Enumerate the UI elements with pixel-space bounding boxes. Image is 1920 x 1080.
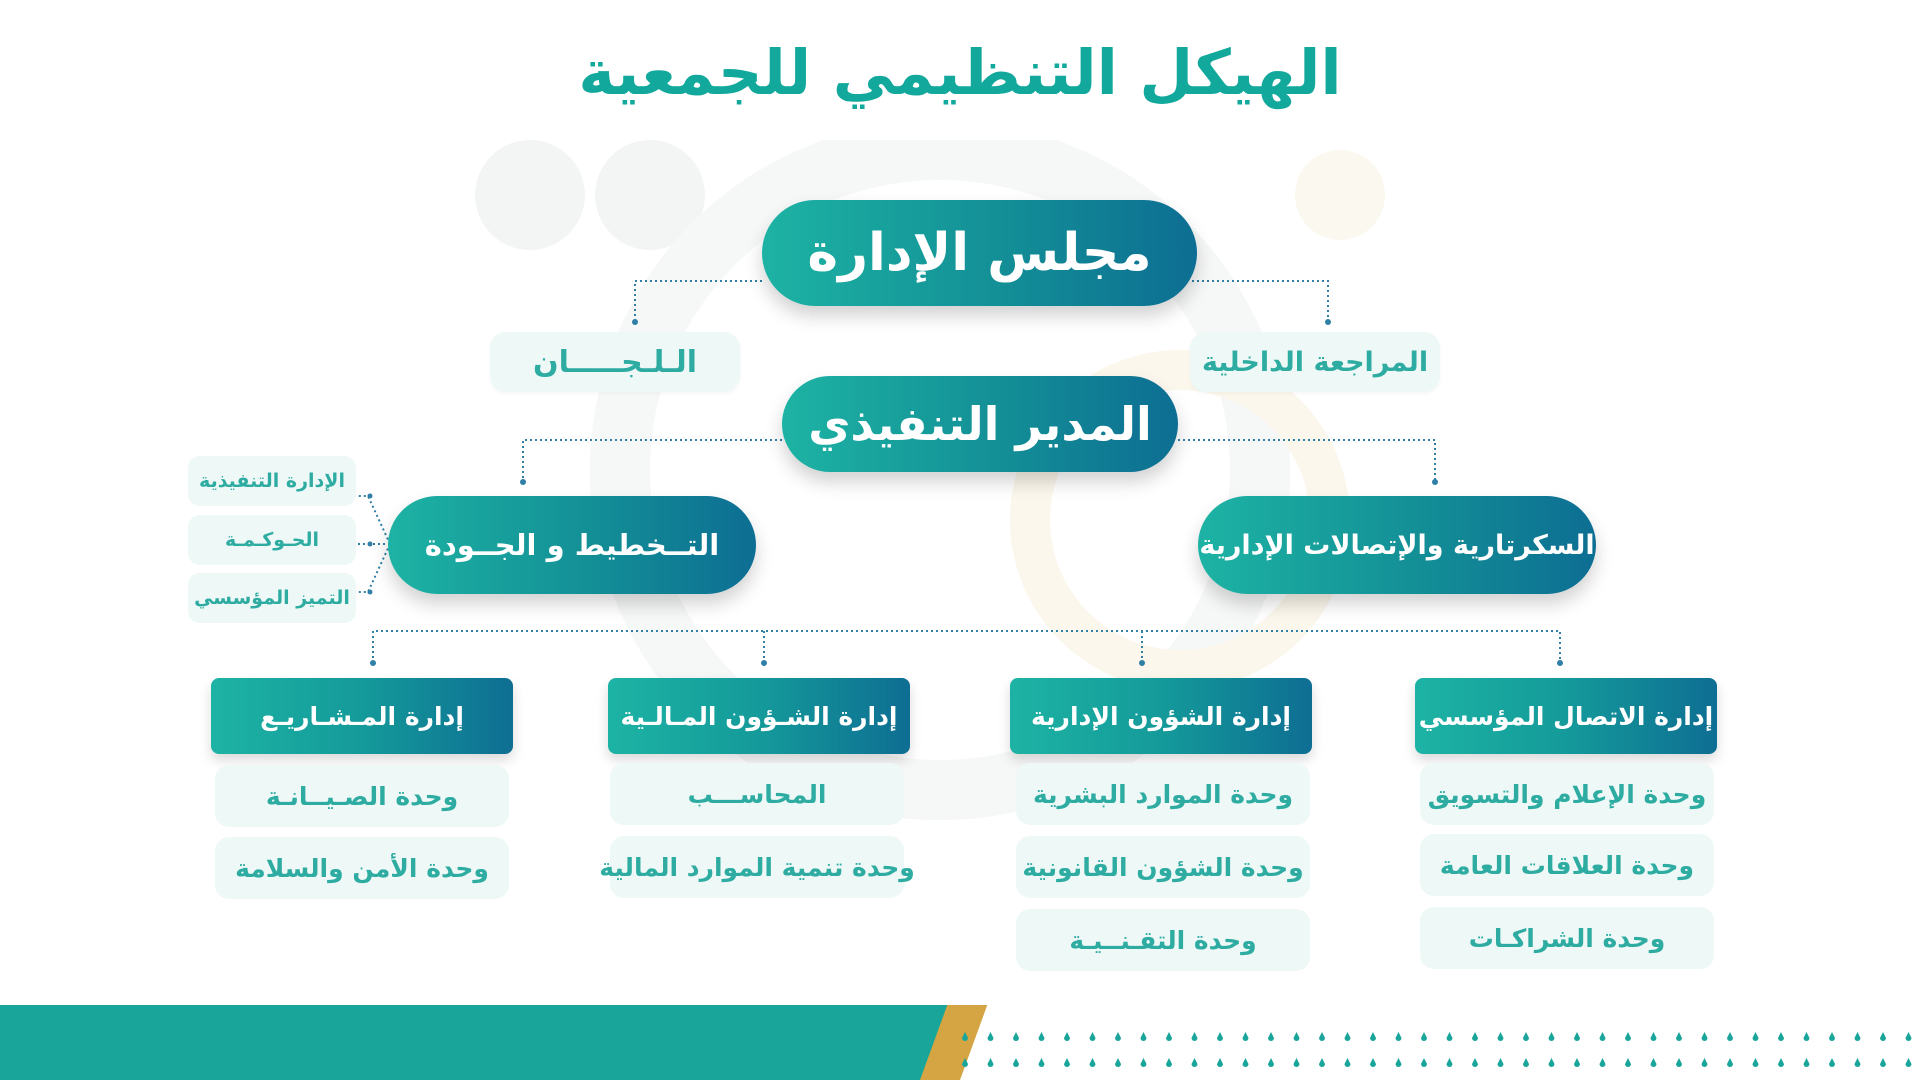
footer-drop xyxy=(1268,1058,1274,1067)
department-finance: إدارة الشـؤون المـالـية xyxy=(608,678,910,754)
footer-drop xyxy=(1600,1032,1606,1041)
secretariat-node: السكرتارية والإتصالات الإدارية xyxy=(1198,496,1596,594)
footer-drop xyxy=(1727,1058,1733,1067)
footer-drop xyxy=(1268,1032,1274,1041)
footer-drop xyxy=(1523,1058,1529,1067)
footer-drop xyxy=(1829,1058,1835,1067)
footer-drop xyxy=(1166,1032,1172,1041)
footer-drop xyxy=(1702,1032,1708,1041)
footer-drop xyxy=(1855,1032,1861,1041)
footer-drop xyxy=(1778,1032,1784,1041)
side-unit-governance: الحـوكـمـة xyxy=(188,515,356,565)
side-unit-executive-admin: الإدارة التنفيذية xyxy=(188,456,356,506)
internal-audit-node: المراجعة الداخلية xyxy=(1190,332,1440,392)
footer-drop xyxy=(1243,1058,1249,1067)
footer-drop xyxy=(1039,1032,1045,1041)
footer-drop xyxy=(962,1032,968,1041)
footer-drop xyxy=(1064,1032,1070,1041)
footer-drop xyxy=(1829,1032,1835,1041)
footer-drop xyxy=(988,1058,994,1067)
footer-drop xyxy=(962,1058,968,1067)
footer-drop xyxy=(1753,1032,1759,1041)
footer-band xyxy=(0,1005,960,1080)
footer-drop xyxy=(1600,1058,1606,1067)
footer-drop xyxy=(1115,1058,1121,1067)
unit-maintenance: وحدة الصـيــانـة xyxy=(215,765,509,827)
footer-drop xyxy=(1549,1058,1555,1067)
footer-drop xyxy=(1345,1032,1351,1041)
page-title: الهيكل التنظيمي للجمعية xyxy=(578,36,1342,109)
footer-drop xyxy=(1396,1058,1402,1067)
unit-media-marketing: وحدة الإعلام والتسويق xyxy=(1420,763,1714,825)
footer-drop xyxy=(1141,1032,1147,1041)
unit-public-relations: وحدة العلاقات العامة xyxy=(1420,834,1714,896)
footer-drop xyxy=(1651,1058,1657,1067)
footer-drop xyxy=(1880,1058,1886,1067)
board-of-directors-node: مجلس الإدارة xyxy=(762,200,1197,306)
side-unit-institutional-excellence: التميز المؤسسي xyxy=(188,573,356,623)
unit-financial-resources: وحدة تنمية الموارد المالية xyxy=(610,836,904,898)
footer-drop xyxy=(1039,1058,1045,1067)
footer-drop xyxy=(1472,1058,1478,1067)
footer-drop xyxy=(1702,1058,1708,1067)
footer-drop xyxy=(1804,1058,1810,1067)
footer-drop xyxy=(1217,1032,1223,1041)
footer-drop xyxy=(1013,1058,1019,1067)
footer-drop xyxy=(1217,1058,1223,1067)
footer-drop-pattern xyxy=(955,1020,1920,1080)
footer-drop xyxy=(1192,1032,1198,1041)
footer-drop xyxy=(1574,1032,1580,1041)
unit-legal-affairs: وحدة الشؤون القانونية xyxy=(1016,836,1310,898)
footer-drop xyxy=(1345,1058,1351,1067)
footer-drop xyxy=(1166,1058,1172,1067)
footer-drop xyxy=(1447,1032,1453,1041)
footer-drop xyxy=(1370,1032,1376,1041)
footer-drop xyxy=(1396,1032,1402,1041)
footer-drop xyxy=(1141,1058,1147,1067)
footer-drop xyxy=(1370,1058,1376,1067)
footer-drop xyxy=(1676,1058,1682,1067)
department-admin-affairs: إدارة الشؤون الإدارية xyxy=(1010,678,1312,754)
unit-accountant: المحاســـب xyxy=(610,763,904,825)
footer-drop xyxy=(988,1032,994,1041)
footer-drop xyxy=(1090,1058,1096,1067)
planning-quality-node: التــخطيط و الجــودة xyxy=(388,496,756,594)
footer-drop xyxy=(1421,1058,1427,1067)
executive-director-node: المدير التنفيذي xyxy=(782,376,1178,472)
footer-drop xyxy=(1625,1032,1631,1041)
footer-drop xyxy=(1625,1058,1631,1067)
footer-drop xyxy=(1906,1032,1912,1041)
footer-drop xyxy=(1115,1032,1121,1041)
footer-drop xyxy=(1855,1058,1861,1067)
footer-drop xyxy=(1064,1058,1070,1067)
footer-drop xyxy=(1421,1032,1427,1041)
unit-human-resources: وحدة الموارد البشرية xyxy=(1016,763,1310,825)
department-projects: إدارة المـشـاريـع xyxy=(211,678,513,754)
footer-drop xyxy=(1498,1058,1504,1067)
footer-drop xyxy=(1523,1032,1529,1041)
footer-drop xyxy=(1727,1032,1733,1041)
footer-drop xyxy=(1294,1032,1300,1041)
footer-drop xyxy=(1753,1058,1759,1067)
footer-drop xyxy=(1447,1058,1453,1067)
footer-drop xyxy=(1472,1032,1478,1041)
unit-technology: وحدة التقـنــيـة xyxy=(1016,909,1310,971)
footer-drop xyxy=(1192,1058,1198,1067)
department-corporate-communication: إدارة الاتصال المؤسسي xyxy=(1415,678,1717,754)
footer-drop xyxy=(1574,1058,1580,1067)
committees-node: الـلـجـــــان xyxy=(490,332,740,392)
unit-partnerships: وحدة الشراكـات xyxy=(1420,907,1714,969)
footer-drop xyxy=(1319,1032,1325,1041)
unit-security-safety: وحدة الأمن والسلامة xyxy=(215,837,509,899)
footer-drop xyxy=(1906,1058,1912,1067)
footer-drop xyxy=(1651,1032,1657,1041)
footer-drop xyxy=(1549,1032,1555,1041)
footer-drop xyxy=(1243,1032,1249,1041)
footer-drop xyxy=(1498,1032,1504,1041)
footer-drop xyxy=(1013,1032,1019,1041)
footer-drop xyxy=(1676,1032,1682,1041)
footer-drop xyxy=(1294,1058,1300,1067)
footer-drop xyxy=(1880,1032,1886,1041)
footer-drop xyxy=(1090,1032,1096,1041)
footer-drop xyxy=(1319,1058,1325,1067)
footer-drop xyxy=(1804,1032,1810,1041)
footer-drop xyxy=(1778,1058,1784,1067)
